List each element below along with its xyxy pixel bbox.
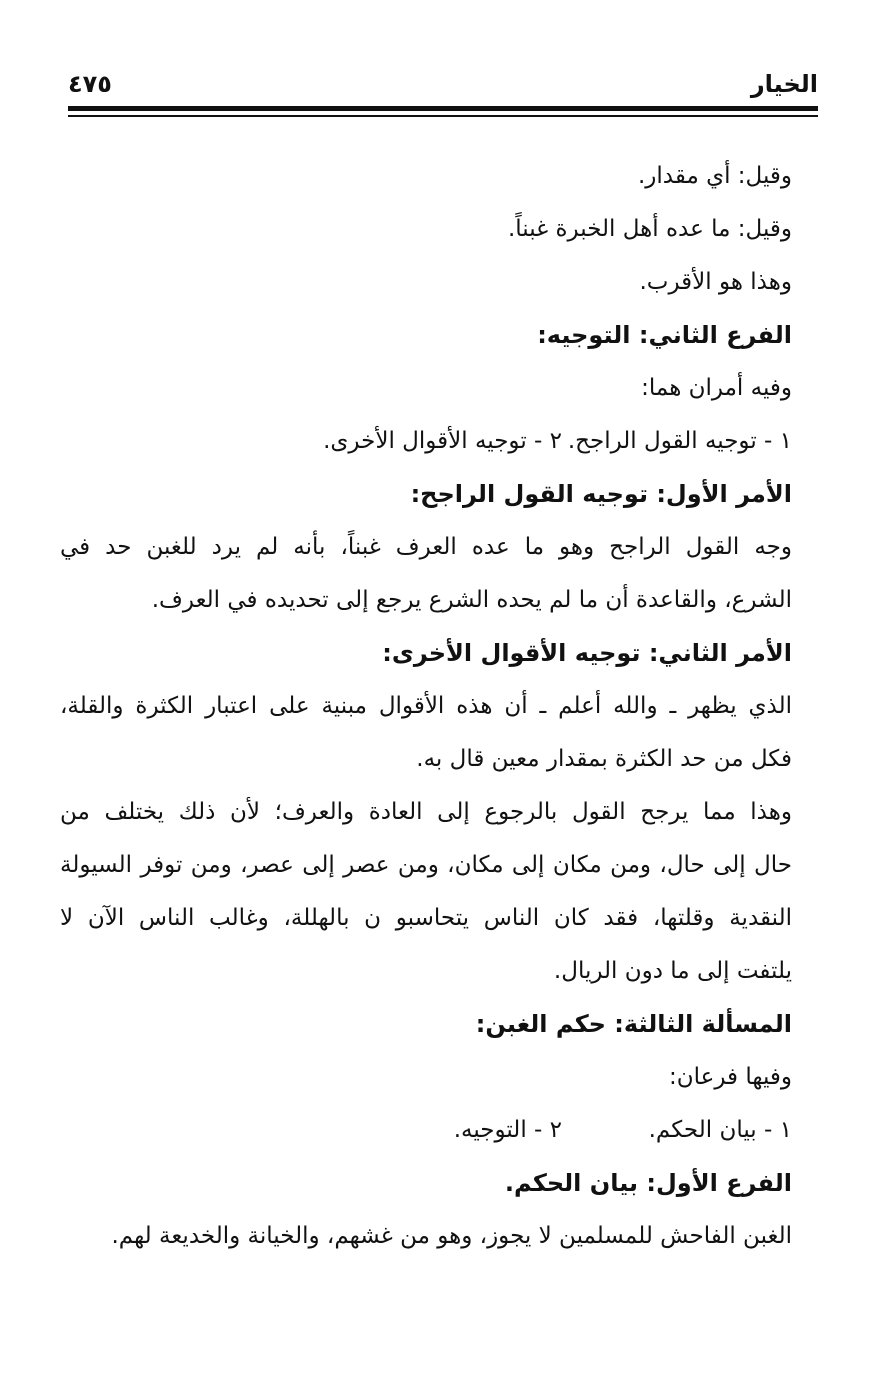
text-line: وقيل: أي مقدار.: [637, 163, 792, 189]
section-heading: الفرع الأول: بيان الحكم.: [504, 1169, 792, 1197]
text-line: وقيل: ما عده أهل الخبرة غبناً.: [507, 216, 792, 242]
list-item: ١ - بيان الحكم.: [648, 1117, 792, 1143]
paragraph-line: وجه القول الراجح وهو ما عده العرف غبناً، بأنه لم يرد للغبن حد في: [60, 534, 792, 560]
section-heading: الفرع الثاني: التوجيه:: [537, 321, 792, 349]
text-line: وفيها فرعان:: [668, 1064, 792, 1090]
list-item: ١ - توجيه القول الراجح.: [567, 428, 792, 454]
numbered-list: [60, 415, 792, 468]
header-rule-thin: [68, 115, 818, 117]
list-item: ٢ - توجيه الأقوال الأخرى.: [323, 428, 562, 454]
list-item: ٢ - التوجيه.: [453, 1117, 562, 1143]
running-head: الخيار: [750, 70, 818, 98]
paragraph-line: حال إلى حال، ومن مكان إلى مكان، ومن عصر إلى عصر، ومن توفر السيولة: [60, 852, 792, 878]
text-line: وفيه أمران هما:: [641, 375, 792, 401]
header-rule-thick: [68, 106, 818, 111]
section-heading: الأمر الثاني: توجيه الأقوال الأخرى:: [382, 639, 792, 667]
paragraph-line: النقدية وقلتها، فقد كان الناس يتحاسبو ن بالهللة، وغالب الناس الآن لا: [60, 905, 792, 931]
paragraph-line: الذي يظهر ـ والله أعلم ـ أن هذه الأقوال مبنية على اعتبار الكثرة والقلة،: [60, 693, 792, 719]
numbered-list: [60, 1104, 792, 1157]
body-text: [60, 150, 792, 1263]
paragraph-line: فكل من حد الكثرة بمقدار معين قال به.: [416, 746, 792, 772]
page-number: ٤٧٥: [68, 70, 112, 98]
text-line: وهذا هو الأقرب.: [639, 269, 792, 295]
paragraph-line: الغبن الفاحش للمسلمين لا يجوز، وهو من غشهم، والخيانة والخديعة لهم.: [111, 1223, 792, 1249]
paragraph-line: وهذا مما يرجح القول بالرجوع إلى العادة والعرف؛ لأن ذلك يختلف من: [60, 799, 792, 825]
page-header: [68, 70, 818, 104]
paragraph-line: يلتفت إلى ما دون الريال.: [553, 958, 792, 984]
section-heading: المسألة الثالثة: حكم الغبن:: [475, 1010, 792, 1038]
paragraph-line: الشرع، والقاعدة أن ما لم يحده الشرع يرجع إلى تحديده في العرف.: [151, 587, 792, 613]
section-heading: الأمر الأول: توجيه القول الراجح:: [410, 480, 792, 508]
